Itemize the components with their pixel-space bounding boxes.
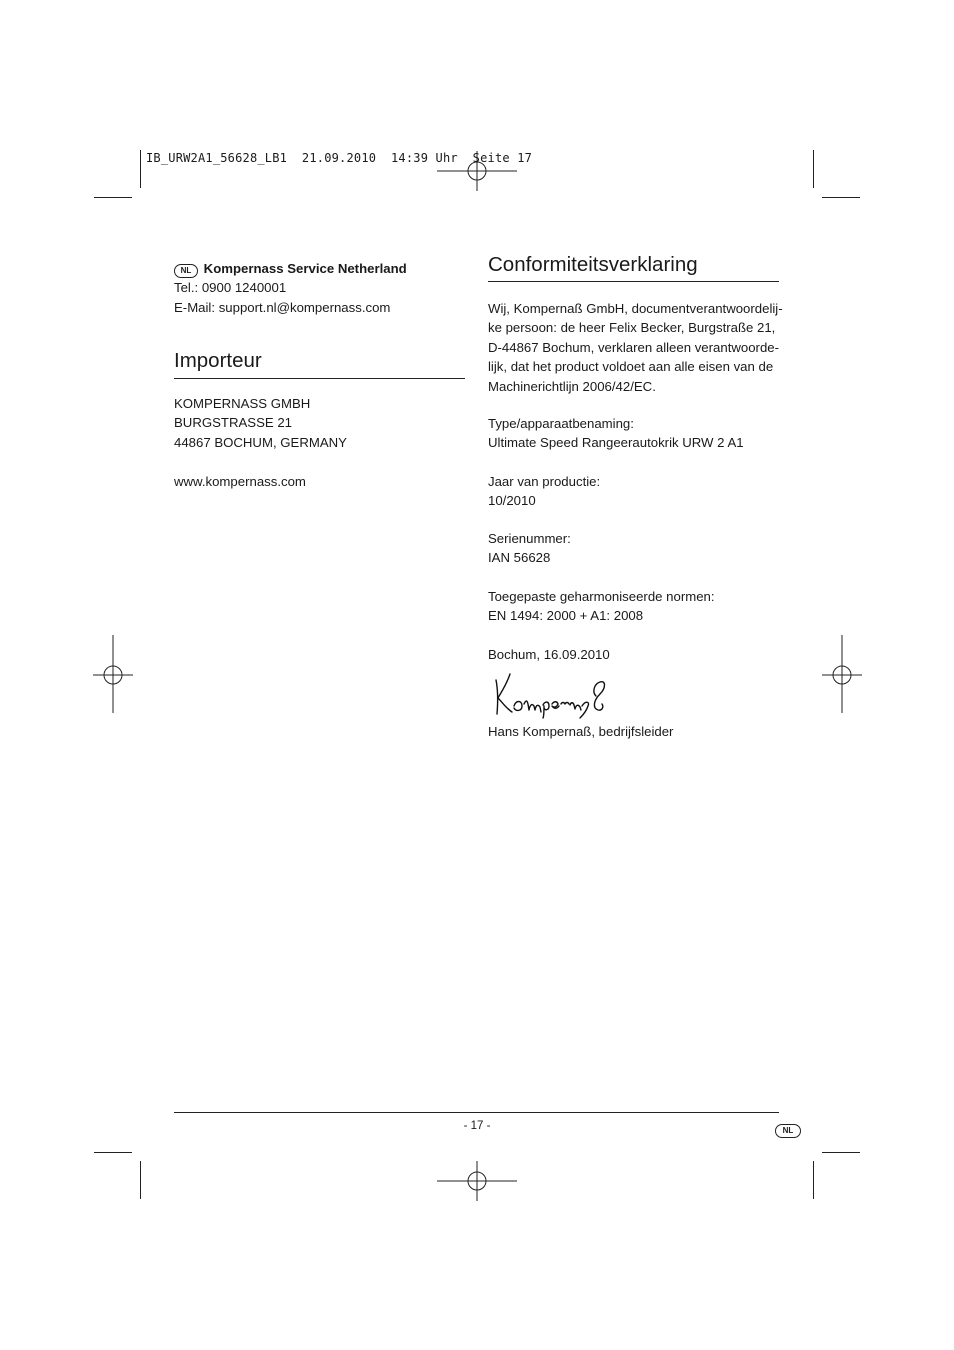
heading-rule <box>488 281 779 282</box>
importeur-website: www.kompernass.com <box>174 474 306 489</box>
conformity-heading: Conformiteitsverklaring <box>488 253 698 276</box>
serial-block <box>488 529 571 568</box>
intro-line: D-44867 Bochum, verklaren alleen verantwoorde- <box>488 339 780 355</box>
serial-label: Serienummer: <box>488 531 571 546</box>
norms-label: Toegepaste geharmoniseerde normen: <box>488 589 715 604</box>
intro-line: ke persoon: de heer Felix Becker, Burgstraße 21, <box>488 320 776 336</box>
language-badge: NL <box>775 1124 801 1138</box>
type-block <box>488 414 744 453</box>
intro-line: Wij, Kompernaß GmbH, documentverantwoordelij- <box>488 301 783 316</box>
crop-mark <box>813 1161 814 1199</box>
place-date: Bochum, 16.09.2010 <box>488 647 610 662</box>
address-line: KOMPERNASS GMBH <box>174 396 311 411</box>
importeur-heading: Importeur <box>174 349 262 372</box>
service-email: E-Mail: support.nl@kompernass.com <box>174 299 391 315</box>
service-title: Kompernass Service Netherland <box>203 261 407 276</box>
intro-line: lijk, dat het product voldoet aan alle eisen van de <box>488 359 774 375</box>
norms-value: EN 1494: 2000 + A1: 2008 <box>488 608 644 624</box>
crop-mark <box>822 197 860 198</box>
registration-mark-icon <box>93 635 133 715</box>
crop-mark <box>822 1152 860 1153</box>
year-value: 10/2010 <box>488 493 536 509</box>
address-line: BURGSTRASSE 21 <box>174 415 292 431</box>
registration-mark-icon <box>437 131 517 211</box>
service-phone: Tel.: 0900 1240001 <box>174 280 287 296</box>
address-line: 44867 BOCHUM, GERMANY <box>174 434 347 450</box>
service-block <box>174 259 407 317</box>
page-number: - 17 - <box>463 1120 491 1132</box>
registration-mark-icon <box>437 1141 517 1221</box>
serial-value: IAN 56628 <box>488 550 551 566</box>
print-slug-line: IB_URW2A1_56628_LB1 21.09.2010 14:39 Uhr Seite 17 <box>146 151 533 165</box>
year-block <box>488 472 600 511</box>
conformity-intro <box>488 299 783 396</box>
type-label: Type/apparaatbenaming: <box>488 416 634 431</box>
importeur-address <box>174 394 347 452</box>
crop-mark <box>94 197 132 198</box>
heading-rule <box>174 378 465 379</box>
footer-language-badge-wrap <box>775 1120 801 1138</box>
registration-mark-icon <box>822 635 862 715</box>
signature-image <box>488 668 618 720</box>
norms-block <box>488 587 715 626</box>
crop-mark <box>94 1152 132 1153</box>
type-value: Ultimate Speed Rangeerautokrik URW 2 A1 <box>488 435 744 451</box>
crop-mark <box>813 150 814 188</box>
intro-line: Machinerichtlijn 2006/42/EC. <box>488 378 656 394</box>
year-label: Jaar van productie: <box>488 474 601 489</box>
crop-mark <box>140 150 141 188</box>
language-badge: NL <box>174 264 198 278</box>
signatory-name: Hans Kompernaß, bedrijfsleider <box>488 724 674 739</box>
footer-rule <box>174 1112 779 1113</box>
crop-mark <box>140 1161 141 1199</box>
